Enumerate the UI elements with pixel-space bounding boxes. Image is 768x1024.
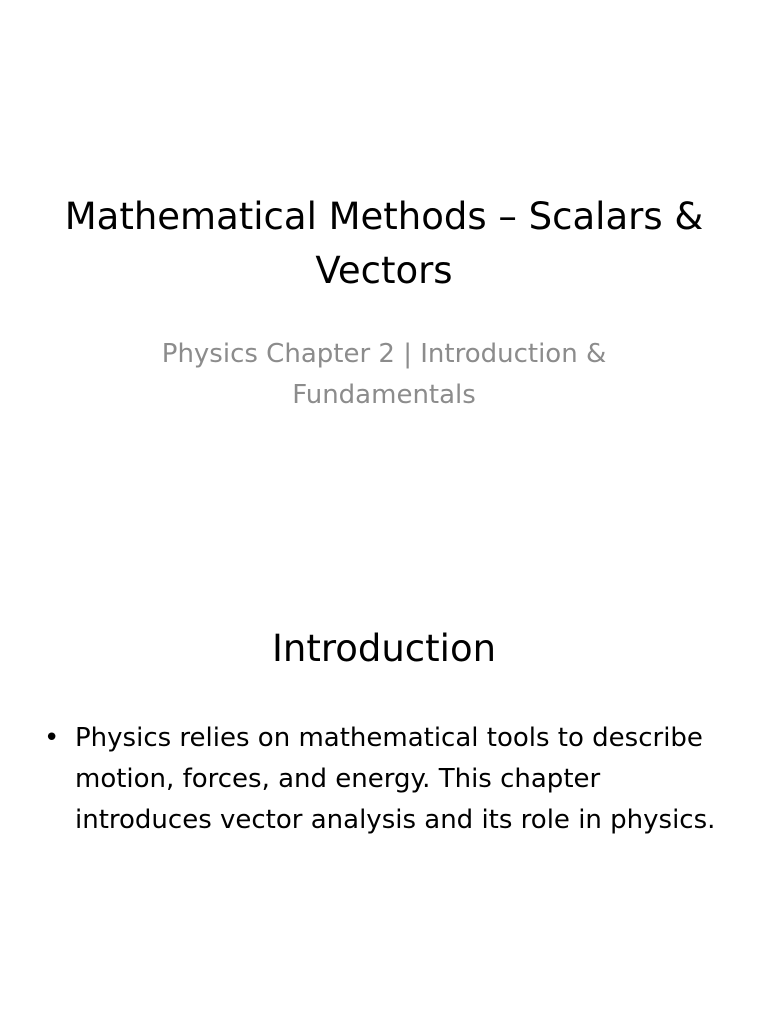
bullet-text: Physics relies on mathematical tools to describe motion, forces, and energy. This chapter introduces vector analysis and its role in physics.: [75, 723, 716, 835]
bullet-item: [40, 718, 728, 841]
introduction-slide: [0, 512, 768, 1024]
slide-heading: Introduction: [271, 627, 497, 670]
slide-subtitle: Physics Chapter 2 | Introduction & Fundamentals: [161, 339, 607, 410]
bullet-list: [40, 718, 728, 841]
slide-title: Mathematical Methods – Scalars & Vectors: [64, 195, 704, 292]
bullet-marker: •: [44, 723, 60, 753]
